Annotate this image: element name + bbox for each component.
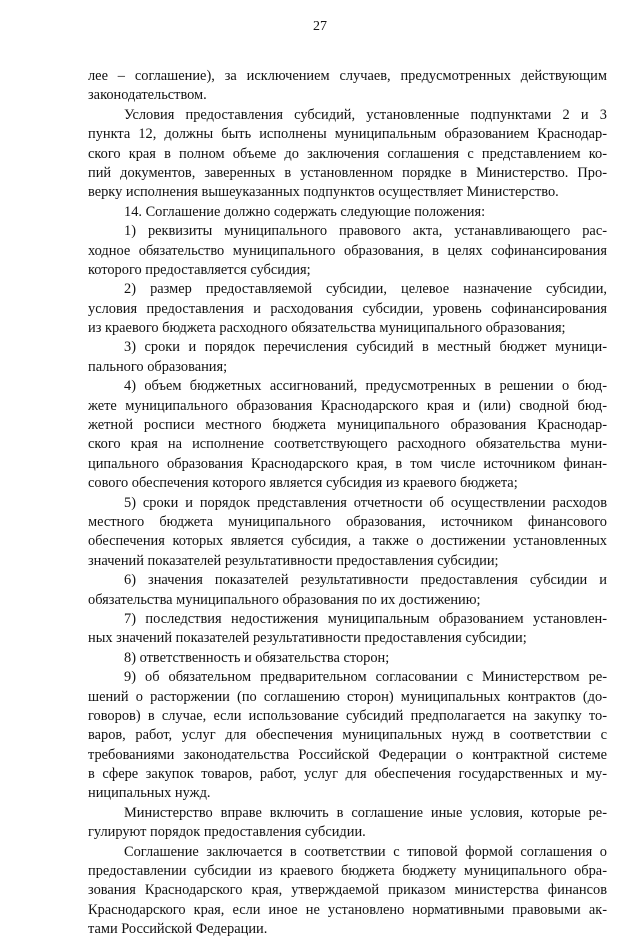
text-line: условия предоставления и расходования субсидии, уровень софинансирования xyxy=(88,300,607,317)
text-line: ципального образования Краснодарского края, в том числе источником финан- xyxy=(88,455,607,472)
text-line: пункта 12, должны быть исполнены муниципальным образованием Краснодар- xyxy=(88,126,607,143)
text-line: шений о расторжении (по соглашению сторон) муниципальных контрактов (до- xyxy=(88,688,607,705)
text-line: 4) объем бюджетных ассигнований, предусмотренных в решении о бюд- xyxy=(124,378,607,395)
text-line: обязательства муниципального образования по их достижению; xyxy=(88,591,481,608)
text-line: ных значений показателей результативности предоставления субсидии; xyxy=(88,630,527,647)
text-line: 7) последствия недостижения муниципальным образованием установлен- xyxy=(124,610,607,627)
page-number: 27 xyxy=(313,19,327,34)
text-line: 2) размер предоставляемой субсидии, целевое назначение субсидии, xyxy=(124,281,607,298)
text-line: 6) значения показателей результативности предоставления субсидии и xyxy=(124,572,607,589)
text-line: сового обеспечения которого является субсидия из краевого бюджета; xyxy=(88,475,518,492)
text-line: требованиями законодательства Российской Федерации о контрактной системе xyxy=(88,746,607,763)
text-line: жетной росписи местного бюджета муниципального образования Краснодар- xyxy=(88,417,607,434)
text-line: зования Краснодарского края, утверждаемой приказом министерства финансов xyxy=(88,882,607,899)
text-line: жете муниципального образования Краснодарского края и (или) сводной бюд- xyxy=(88,397,607,414)
text-line: в сфере закупок товаров, работ, услуг для обеспечения государственных и му- xyxy=(88,766,607,783)
text-line: законодательством. xyxy=(88,87,207,104)
text-line: варов, работ, услуг для обеспечения муниципальных нужд в соответствии с xyxy=(88,727,607,744)
document-body xyxy=(88,67,607,940)
text-line: 14. Соглашение должно содержать следующие положения: xyxy=(124,203,486,220)
text-line: лее – соглашение), за исключением случаев, предусмотренных действующим xyxy=(88,68,607,84)
text-line: значений показателей результативности предоставления субсидии; xyxy=(88,552,499,569)
text-line: 8) ответственность и обязательства сторон; xyxy=(124,649,390,666)
text-line: Краснодарского края, если иное не установлено нормативными правовыми ак- xyxy=(88,901,607,918)
text-line: Соглашение заключается в соответствии с типовой формой соглашения о xyxy=(124,843,607,860)
text-line: гулируют порядок предоставления субсидии. xyxy=(88,824,366,841)
text-line: 5) сроки и порядок представления отчетности об осуществлении расходов xyxy=(124,494,607,511)
text-line: ходное обязательство муниципального образования, в целях софинансирования xyxy=(88,242,607,259)
text-line: 3) сроки и порядок перечисления субсидий в местный бюджет муници- xyxy=(124,339,607,356)
text-line: пий документов, заверенных в установленном порядке в Министерство. Про- xyxy=(88,164,607,181)
text-line: Министерство вправе включить в соглашение иные условия, которые ре- xyxy=(124,804,607,821)
text-line: 1) реквизиты муниципального правового акта, устанавливающего рас- xyxy=(124,223,607,240)
text-line: ского края в полном объеме до заключения соглашения с представлением ко- xyxy=(88,145,607,162)
text-line: предоставлении субсидии из краевого бюджета бюджету муниципального обра- xyxy=(88,863,607,880)
text-line: верку исполнения вышеуказанных подпунктов осуществляет Министерство. xyxy=(88,184,559,201)
text-line: ниципальных нужд. xyxy=(88,785,211,802)
text-line: тами Российской Федерации. xyxy=(88,921,268,938)
text-line: говоров) в случае, если использование субсидий предполагается на закупку то- xyxy=(88,707,607,724)
text-line: обеспечения которых является субсидия, а также о достижении установленных xyxy=(88,533,607,550)
text-line: пального образования; xyxy=(88,358,228,375)
text-line: которого предоставляется субсидия; xyxy=(88,261,311,278)
text-line: 9) об обязательном предварительном согласовании с Министерством ре- xyxy=(124,669,607,686)
text-line: Условия предоставления субсидий, установленные подпунктами 2 и 3 xyxy=(124,106,607,123)
text-line: местного бюджета муниципального образования, источником финансового xyxy=(88,513,607,530)
text-line: из краевого бюджета расходного обязательства муниципального образования; xyxy=(88,320,566,337)
text-line: ского края на исполнение соответствующего расходного обязательства муни- xyxy=(88,436,607,453)
